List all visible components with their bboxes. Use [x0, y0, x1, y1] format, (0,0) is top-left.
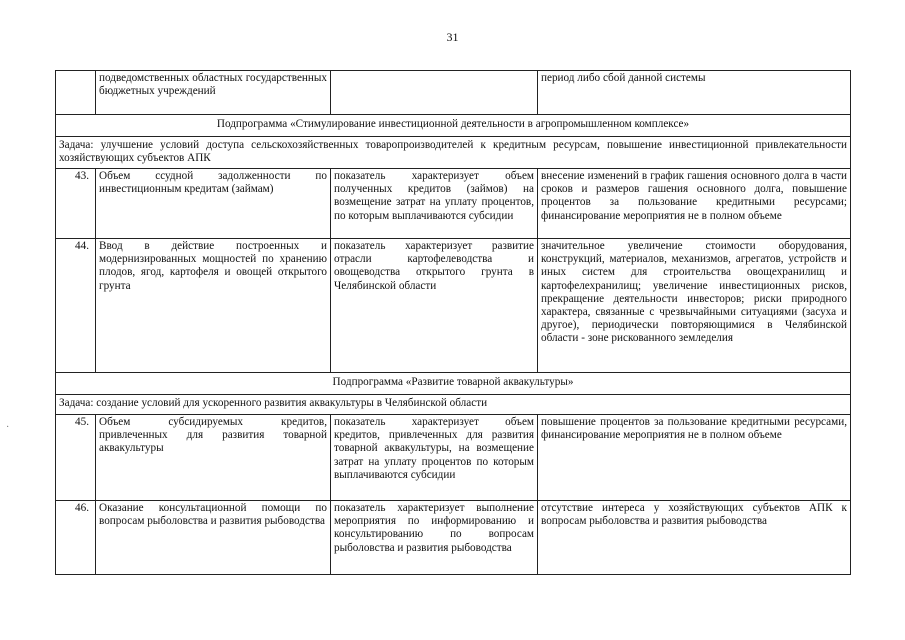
name-cell: подведомственных областных государственных бюджетных учреждений [96, 71, 331, 115]
task-text: Задача: улучшение условий доступа сельскохозяйственных товаропроизводителей к кредитным ресурсам, повышение инвестиционной привлекательности хозяйствующих субъектов АПК [56, 137, 851, 169]
subprogram-title: Подпрограмма «Развитие товарной аквакультуры» [56, 373, 851, 395]
name-cell: Объем ссудной задолженности по инвестиционным кредитам (займам) [96, 169, 331, 239]
num-cell [56, 71, 96, 115]
table-row [56, 501, 851, 575]
page-number: 31 [446, 30, 459, 44]
indicator-cell [331, 71, 538, 115]
subprogram-title: Подпрограмма «Стимулирование инвестиционной деятельности в агропромышленном комплексе» [56, 115, 851, 137]
risk-cell: внесение изменений в график гашения основного долга в части сроков и размеров гашения основного долга, повышение процентов за пользование кредитными ресурсами; финансирование мероприятия не в полном объеме [538, 169, 851, 239]
num-cell: 44. [56, 239, 96, 373]
table-row [56, 169, 851, 239]
risk-cell: повышение процентов за пользование кредитными ресурсами, финансирование мероприятия не в полном объеме [538, 415, 851, 501]
risk-cell: значительное увеличение стоимости оборудования, конструкций, материалов, механизмов, агрегатов, устройств и иных систем для строительства овощехранилищ и картофелехранилищ; увеличение инвестиционных рисков, прекращение деятельности инвесторов; риски природного характера, связанные с чрезвычайными ситуациями (засуха и другое), периодически повторяющимися в Челябинской области - зоне рискованного земледелия [538, 239, 851, 373]
name-cell: Ввод в действие построенных и модернизированных мощностей по хранению плодов, ягод, картофеля и овощей открытого грунта [96, 239, 331, 373]
indicator-cell: показатель характеризует объем кредитов, привлеченных для развития товарной аквакультуры, на возмещение затрат на уплату процентов по которым выплачиваются субсидии [331, 415, 538, 501]
task-text: Задача: создание условий для ускоренного развития аквакультуры в Челябинской области [56, 395, 851, 415]
subprogram-row [56, 115, 851, 137]
indicators-table [55, 70, 851, 575]
task-row [56, 137, 851, 169]
table-row [56, 239, 851, 373]
risk-cell: отсутствие интереса у хозяйствующих субъектов АПК к вопросам рыболовства и развития рыбоводства [538, 501, 851, 575]
margin-mark: · [6, 422, 10, 433]
name-cell: Оказание консультационной помощи по вопросам рыболовства и развития рыбоводства [96, 501, 331, 575]
indicator-cell: показатель характеризует развитие отрасли картофелеводства и овощеводства открытого грунта в Челябинской области [331, 239, 538, 373]
task-row [56, 395, 851, 415]
num-cell: 43. [56, 169, 96, 239]
indicator-cell: показатель характеризует выполнение мероприятия по информированию и консультированию по вопросам рыболовства и развития рыбоводства [331, 501, 538, 575]
subprogram-row [56, 373, 851, 395]
table-row [56, 71, 851, 115]
name-cell: Объем субсидируемых кредитов, привлеченных для развития товарной аквакультуры [96, 415, 331, 501]
num-cell: 46. [56, 501, 96, 575]
num-cell: 45. [56, 415, 96, 501]
risk-cell: период либо сбой данной системы [538, 71, 851, 115]
table-row [56, 415, 851, 501]
indicator-cell: показатель характеризует объем полученных кредитов (займов) на возмещение затрат на уплату процентов, по которым выплачиваются субсидии [331, 169, 538, 239]
